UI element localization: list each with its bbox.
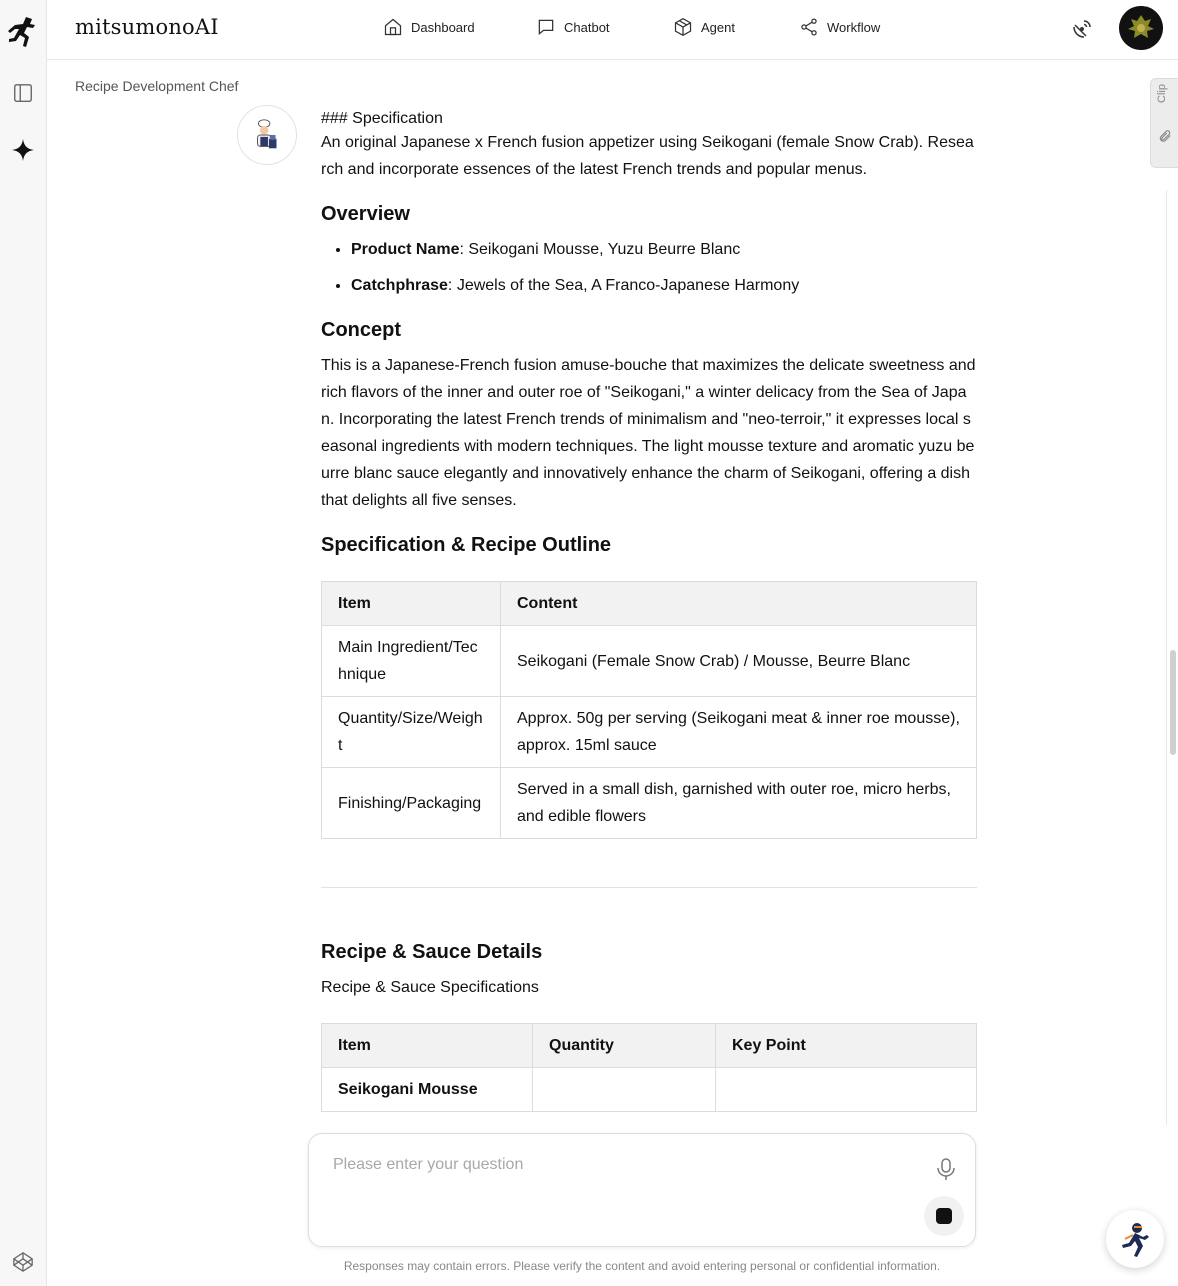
table-row (322, 697, 977, 768)
item-value: : Seikogani Mousse, Yuzu Beurre Blanc (459, 241, 741, 258)
brand-name: mitsumonoAI (75, 15, 219, 39)
table-cell: Seikogani Mousse (322, 1068, 533, 1112)
table-cell: Finishing/Packaging (322, 768, 501, 839)
table-header-row (322, 1024, 977, 1068)
chat-bubble-icon (536, 17, 556, 37)
top-header (47, 0, 1178, 60)
recipe-heading: Recipe & Sauce Details (321, 941, 543, 963)
table-header: Content (501, 582, 977, 626)
nav-label: Workflow (827, 19, 881, 35)
chat-composer (308, 1133, 976, 1247)
raw-heading: ### Specification (321, 110, 443, 127)
nav-label: Chatbot (564, 19, 610, 35)
nav-label: Agent (701, 19, 735, 35)
nav-agent[interactable] (673, 17, 735, 37)
page-title: Recipe Development Chef (75, 78, 239, 94)
satellite-dish-icon[interactable] (1070, 17, 1094, 41)
recipe-subtitle: Recipe & Sauce Specifications (321, 979, 539, 996)
nav-workflow[interactable] (799, 17, 880, 37)
disclaimer-text: Responses may contain errors. Please verify the content and avoid entering personal or confidential information. (343, 1259, 941, 1273)
scrollbar-thumb[interactable] (1170, 650, 1176, 755)
ninja-mascot-icon (1115, 1219, 1155, 1259)
table-cell: Seikogani (Female Snow Crab) / Mousse, Beurre Blanc (501, 626, 977, 697)
table-header: Key Point (716, 1024, 977, 1068)
question-input[interactable] (333, 1156, 913, 1174)
nav-chatbot[interactable] (536, 17, 610, 37)
table-header: Quantity (533, 1024, 716, 1068)
table-row (322, 626, 977, 697)
assistant-message (321, 108, 977, 1112)
concept-paragraph: This is a Japanese-French fusion amuse-bouche that maximizes the delicate sweetness and rich flavors of the inner and outer roe of "Seikogani," a winter delicacy from the Sea of Japan. Incorporating the latest French trends of minimalism and "neo-terroir," it expresses local seasonal ingredients with modern techniques. The light mousse texture and aromatic yuzu beurre blanc sauce elegantly and innovatively enhance the charm of Seikogani, offering a dish that delights all five senses. (321, 357, 976, 509)
clip-label: Clip (1156, 84, 1168, 103)
table-cell: Main Ingredient/Technique (322, 626, 501, 697)
concept-heading: Concept (321, 319, 401, 341)
section-divider (321, 887, 977, 888)
table-cell (533, 1068, 716, 1112)
table-cell: Quantity/Size/Weight (322, 697, 501, 768)
spec-heading: Specification & Recipe Outline (321, 534, 612, 556)
item-key: Product Name (351, 241, 460, 258)
chef-bot-avatar (237, 105, 297, 165)
left-sidebar (0, 0, 47, 1286)
nav-label: Dashboard (411, 19, 475, 35)
user-avatar[interactable] (1119, 6, 1163, 50)
stop-button[interactable] (924, 1196, 964, 1236)
stop-icon (936, 1208, 952, 1224)
list-item (351, 272, 977, 299)
intro-paragraph: An original Japanese x French fusion appetizer using Seikogani (female Snow Crab). Research and incorporate essences of the latest French trends and popular menus. (321, 134, 974, 178)
nav-dashboard[interactable] (383, 17, 475, 37)
table-row (322, 768, 977, 839)
panel-toggle-icon[interactable] (11, 81, 35, 105)
list-item (351, 236, 977, 263)
sparkle-icon[interactable] (11, 138, 35, 162)
overview-heading: Overview (321, 203, 410, 225)
paperclip-icon (1158, 129, 1172, 143)
table-header: Item (322, 1024, 533, 1068)
table-header: Item (322, 582, 501, 626)
runner-logo-icon[interactable] (6, 14, 40, 52)
cube-icon (673, 17, 693, 37)
overview-list (321, 236, 977, 299)
spec-table (321, 581, 977, 839)
floating-assistant-button[interactable] (1106, 1210, 1164, 1268)
recipe-table (321, 1023, 977, 1112)
table-row (322, 1068, 977, 1112)
scroll-track (1166, 190, 1167, 1125)
share-nodes-icon (799, 17, 819, 37)
table-header-row (322, 582, 977, 626)
microphone-icon[interactable] (934, 1156, 958, 1182)
codepen-icon[interactable] (11, 1250, 35, 1274)
table-cell: Approx. 50g per serving (Seikogani meat & inner roe mousse), approx. 15ml sauce (501, 697, 977, 768)
clip-tab[interactable] (1150, 78, 1178, 168)
table-cell (716, 1068, 977, 1112)
item-key: Catchphrase (351, 277, 448, 294)
table-cell: Served in a small dish, garnished with outer roe, micro herbs, and edible flowers (501, 768, 977, 839)
home-icon (383, 17, 403, 37)
item-value: : Jewels of the Sea, A Franco-Japanese Harmony (447, 277, 800, 294)
